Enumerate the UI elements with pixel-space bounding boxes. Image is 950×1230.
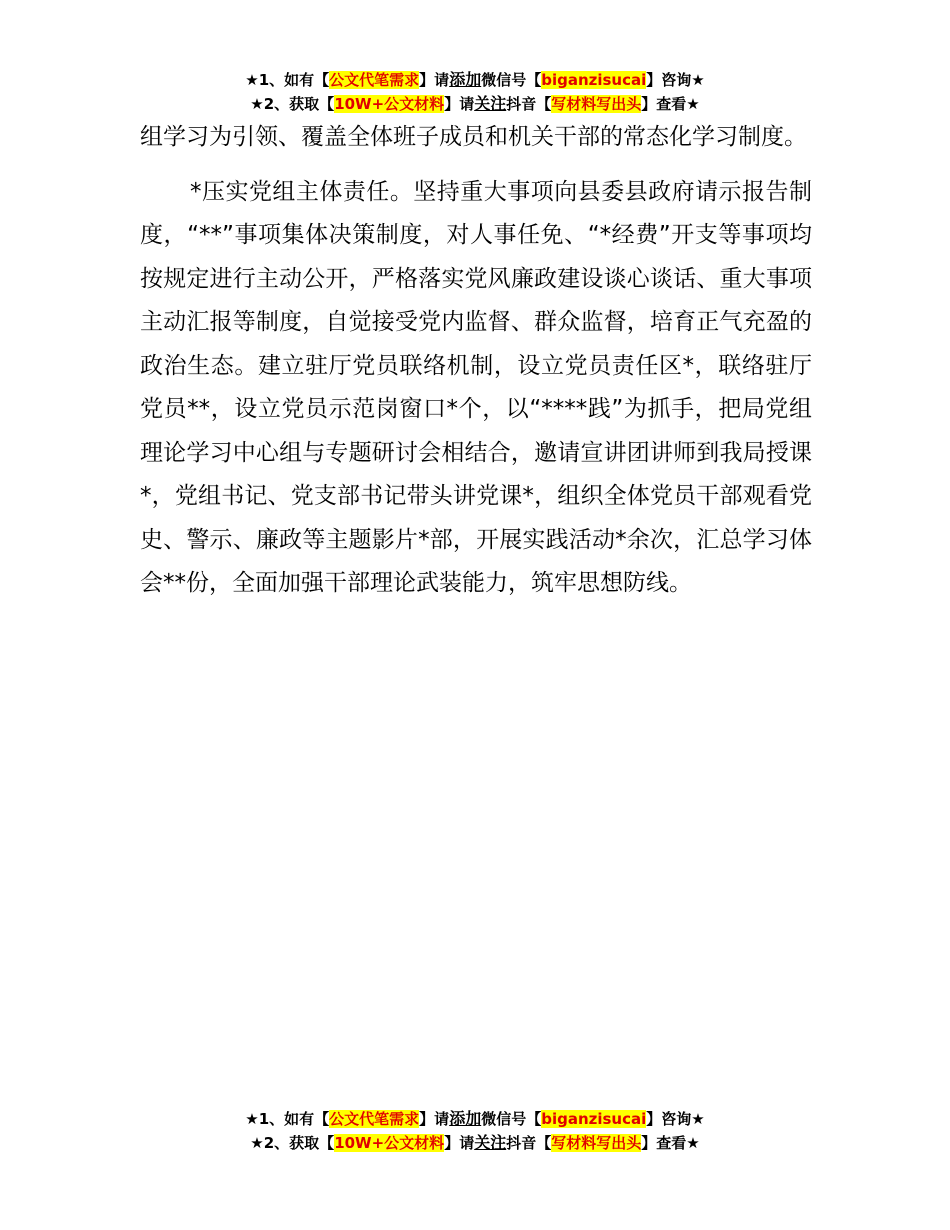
- footer-line-1-suffix: 】咨询★: [646, 1110, 705, 1128]
- paragraph-continuation: 组学习为引领、覆盖全体班子成员和机关干部的常态化学习制度。: [140, 124, 807, 150]
- header-line-2: [0, 92, 950, 116]
- footer-line-1-emphasis: 添加: [449, 1109, 482, 1128]
- footer-line-1-mid-2: 微信号【: [481, 1110, 542, 1128]
- footer-banner: [0, 1107, 950, 1155]
- header-line-1: [0, 68, 950, 92]
- header-line-1-highlight-wechat: biganzisucai: [541, 71, 647, 89]
- header-line-2-prefix: ★2、获取【: [250, 95, 335, 113]
- header-line-1-prefix: ★1、如有【: [245, 71, 330, 89]
- header-line-2-mid: 】请: [444, 95, 475, 113]
- header-line-1-suffix: 】咨询★: [646, 71, 705, 89]
- footer-line-1: [0, 1107, 950, 1131]
- header-line-2-highlight-douyin: 写材料写出头: [551, 95, 642, 113]
- footer-line-1-mid: 】请: [419, 1110, 450, 1128]
- header-line-2-emphasis: 关注: [474, 94, 507, 113]
- header-line-1-mid-2: 微信号【: [481, 71, 542, 89]
- paragraph-party-responsibility: *压实党组主体责任。坚持重大事项向县委县政府请示报告制度，“**”事项集体决策制度，对人事任免、“*经费”开支等事项均按规定进行主动公开，严格落实党风廉政建设谈心谈话、重大事项主动汇报等制度，自觉接受党内监督、群众监督，培育正气充盈的政治生态。建立驻厅党员联络机制，设立党员责任区*，联络驻厅党员**，设立党员示范岗窗口*个，以“****践”为抓手，把局党组理论学习中心组与专题研讨会相结合，邀请宣讲团讲师到我局授课*，党组书记、党支部书记带头讲党课*，组织全体党员干部观看党史、警示、廉政等主题影片*部，开展实践活动*余次，汇总学习体会**份，全面加强干部理论武装能力，筑牢思想防线。: [140, 178, 812, 596]
- header-line-2-suffix: 】查看★: [641, 95, 700, 113]
- header-banner: [0, 68, 950, 116]
- footer-line-1-highlight-service: 公文代笔需求: [329, 1110, 420, 1128]
- footer-line-2-highlight-materials: 10W+公文材料: [334, 1134, 445, 1152]
- document-body: [140, 116, 812, 606]
- footer-line-2-highlight-douyin: 写材料写出头: [551, 1134, 642, 1152]
- header-line-2-mid-2: 抖音【: [506, 95, 552, 113]
- footer-line-2-suffix: 】查看★: [641, 1134, 700, 1152]
- footer-line-2-mid: 】请: [444, 1134, 475, 1152]
- header-line-1-emphasis: 添加: [449, 70, 482, 89]
- footer-line-2-emphasis: 关注: [474, 1133, 507, 1152]
- footer-line-1-prefix: ★1、如有【: [245, 1110, 330, 1128]
- footer-line-1-highlight-wechat: biganzisucai: [541, 1110, 647, 1128]
- footer-line-2: [0, 1131, 950, 1155]
- header-line-1-mid: 】请: [419, 71, 450, 89]
- footer-line-2-mid-2: 抖音【: [506, 1134, 552, 1152]
- header-line-1-highlight-service: 公文代笔需求: [329, 71, 420, 89]
- footer-line-2-prefix: ★2、获取【: [250, 1134, 335, 1152]
- header-line-2-highlight-materials: 10W+公文材料: [334, 95, 445, 113]
